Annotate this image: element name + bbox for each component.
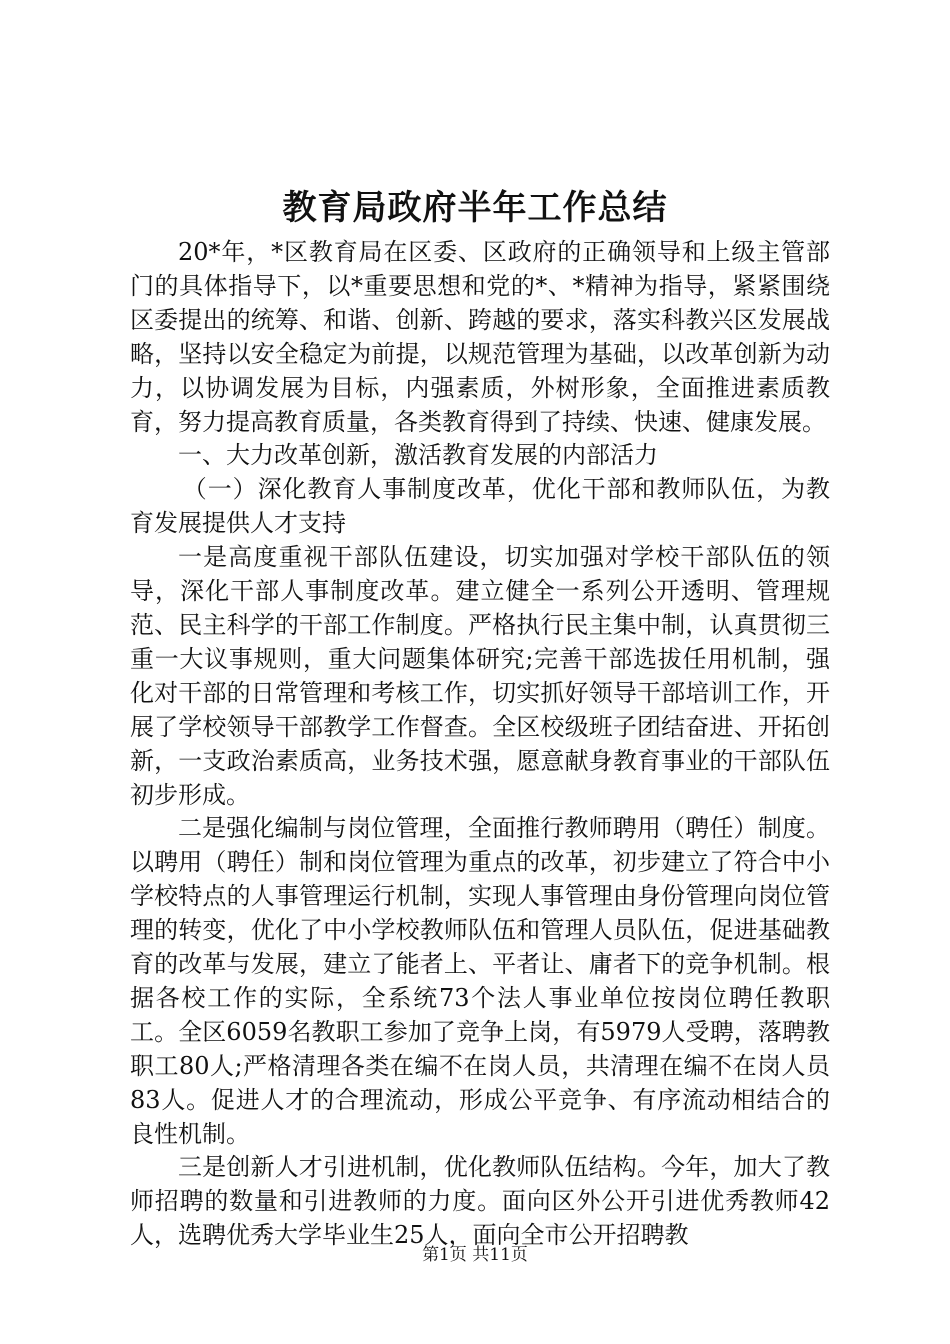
paragraph-post-management: 二是强化编制与岗位管理，全面推行教师聘用（聘任）制度。以聘用（聘任）制和岗位管理为重点的改革，初步建立了符合中小学校特点的人事管理运行机制，实现人事管理由身份管理向岗位管理的转变，优化了中小学校教师队伍和管理人员队伍，促进基础教育的改革与发展，建立了能者上、平者让、庸者下的竞争机制。根据各校工作的实际，全系统73个法人事业单位按岗位聘任教职工。全区6059名教职工参加了竞争上岗，有5979人受聘，落聘教职工80人;严格清理各类在编不在岗人员，共清理在编不在岗人员83人。促进人才的合理流动，形成公平竞争、有序流动相结合的良性机制。 bbox=[130, 814, 830, 1148]
paragraph-talent-introduction: 三是创新人才引进机制，优化教师队伍结构。今年，加大了教师招聘的数量和引进教师的力度。面向区外公开引进优秀教师42人，选聘优秀大学毕业生25人，面向全市公开招聘教 bbox=[130, 1153, 830, 1250]
paragraph-intro: 20*年，*区教育局在区委、区政府的正确领导和上级主管部门的具体指导下，以*重要思想和党的*、*精神为指导，紧紧围绕区委提出的统筹、和谐、创新、跨越的要求，落实科教兴区发展战略，坚持以安全稳定为前提，以规范管理为基础，以改革创新为动力，以协调发展为目标，内强素质，外树形象，全面推进素质教育，努力提高教育质量，各类教育得到了持续、快速、健康发展。 bbox=[130, 238, 830, 436]
document-body bbox=[130, 236, 830, 1253]
document-title: 教育局政府半年工作总结 bbox=[282, 188, 668, 228]
section-heading-1: 一、大力改革创新，激活教育发展的内部活力 bbox=[178, 441, 658, 470]
page-footer: 第1页 共11页 bbox=[422, 1245, 528, 1265]
paragraph-cadre-team: 一是高度重视干部队伍建设，切实加强对学校干部队伍的领导，深化干部人事制度改革。建立健全一系列公开透明、管理规范、民主科学的干部工作制度。严格执行民主集中制，认真贯彻三重一大议事规则，重大问题集体研究;完善干部选拔任用机制，强化对干部的日常管理和考核工作，切实抓好领导干部培训工作，开展了学校领导干部教学工作督查。全区校级班子团结奋进、开拓创新，一支政治素质高，业务技术强，愿意献身教育事业的干部队伍初步形成。 bbox=[130, 543, 830, 809]
subsection-heading-1: （一）深化教育人事制度改革，优化干部和教师队伍，为教育发展提供人才支持 bbox=[130, 475, 830, 538]
